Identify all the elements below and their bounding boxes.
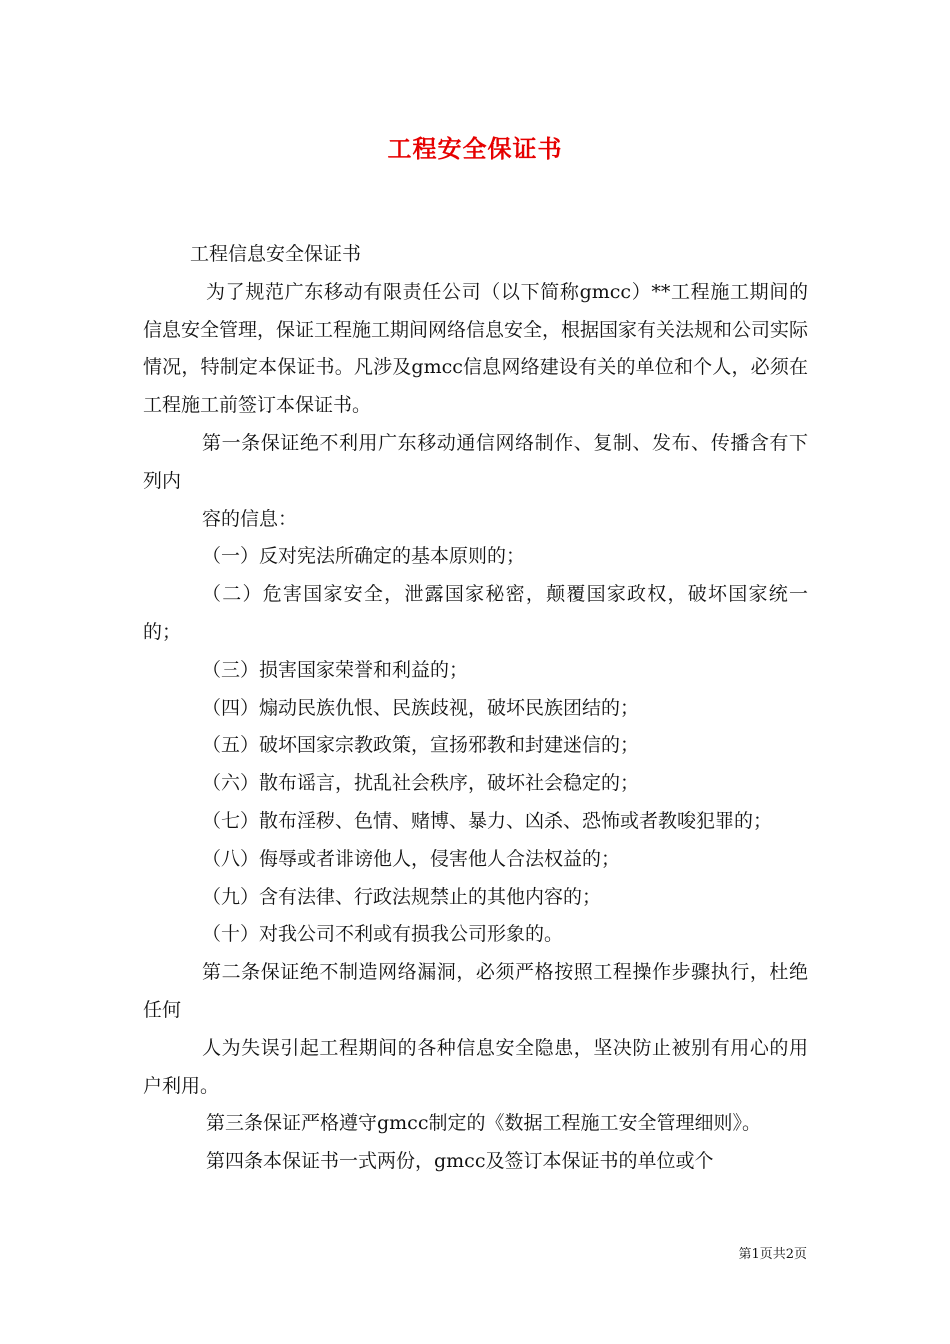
paragraph-article-1-continued: 容的信息： (202, 507, 298, 530)
paragraph-article-2-continued: 人为失误引起工程期间的各种信息安全隐患，坚决防止被别有用心的用户利用。 (143, 1036, 808, 1097)
document-heading: 工程信息安全保证书 (190, 243, 362, 265)
list-item-10: （十）对我公司不利或有损我公司形象的。 (202, 923, 564, 946)
paragraph-article-4: 第四条本保证书一式两份，gmcc及签订本保证书的单位或个 (206, 1150, 714, 1173)
document-title: 工程安全保证书 (387, 134, 563, 163)
list-item-6: （六）散布谣言，扰乱社会秩序，破坏社会稳定的； (202, 772, 640, 795)
list-item-8: （八）侮辱或者诽谤他人，侵害他人合法权益的； (202, 847, 621, 870)
list-item-2: （二）危害国家安全，泄露国家秘密，颠覆国家政权，破坏国家统一的； (143, 583, 808, 643)
paragraph-article-2: 第二条保证绝不制造网络漏洞，必须严格按照工程操作步骤执行，杜绝任何 (143, 961, 808, 1021)
paragraph-article-3: 第三条保证严格遵守gmcc制定的《数据工程施工安全管理细则》。 (206, 1112, 761, 1135)
list-item-7: （七）散布淫秽、色情、赌博、暴力、凶杀、恐怖或者教唆犯罪的； (202, 809, 773, 832)
list-item-1: （一）反对宪法所确定的基本原则的； (202, 545, 526, 568)
page-indicator: 第1页共2页 (738, 1247, 807, 1262)
paragraph-article-1: 第一条保证绝不利用广东移动通信网络制作、复制、发布、传播含有下列内 (143, 431, 808, 492)
list-item-4: （四）煽动民族仇恨、民族歧视，破坏民族团结的； (202, 696, 640, 719)
document-body (143, 236, 808, 1181)
list-item-9: （九）含有法律、行政法规禁止的其他内容的； (202, 885, 602, 908)
list-item-3: （三）损害国家荣誉和利益的； (202, 658, 469, 681)
paragraph-intro: 为了规范广东移动有限责任公司（以下简称gmcc）**工程施工期间的信息安全管理，保证工程施工期间网络信息安全，根据国家有关法规和公司实际情况，特制定本保证书。凡涉及gmcc信息网络建设有关的单位和个人，必须在工程施工前签订本保证书。 (143, 280, 809, 417)
list-item-5: （五）破坏国家宗教政策，宣扬邪教和封建迷信的； (202, 734, 640, 757)
